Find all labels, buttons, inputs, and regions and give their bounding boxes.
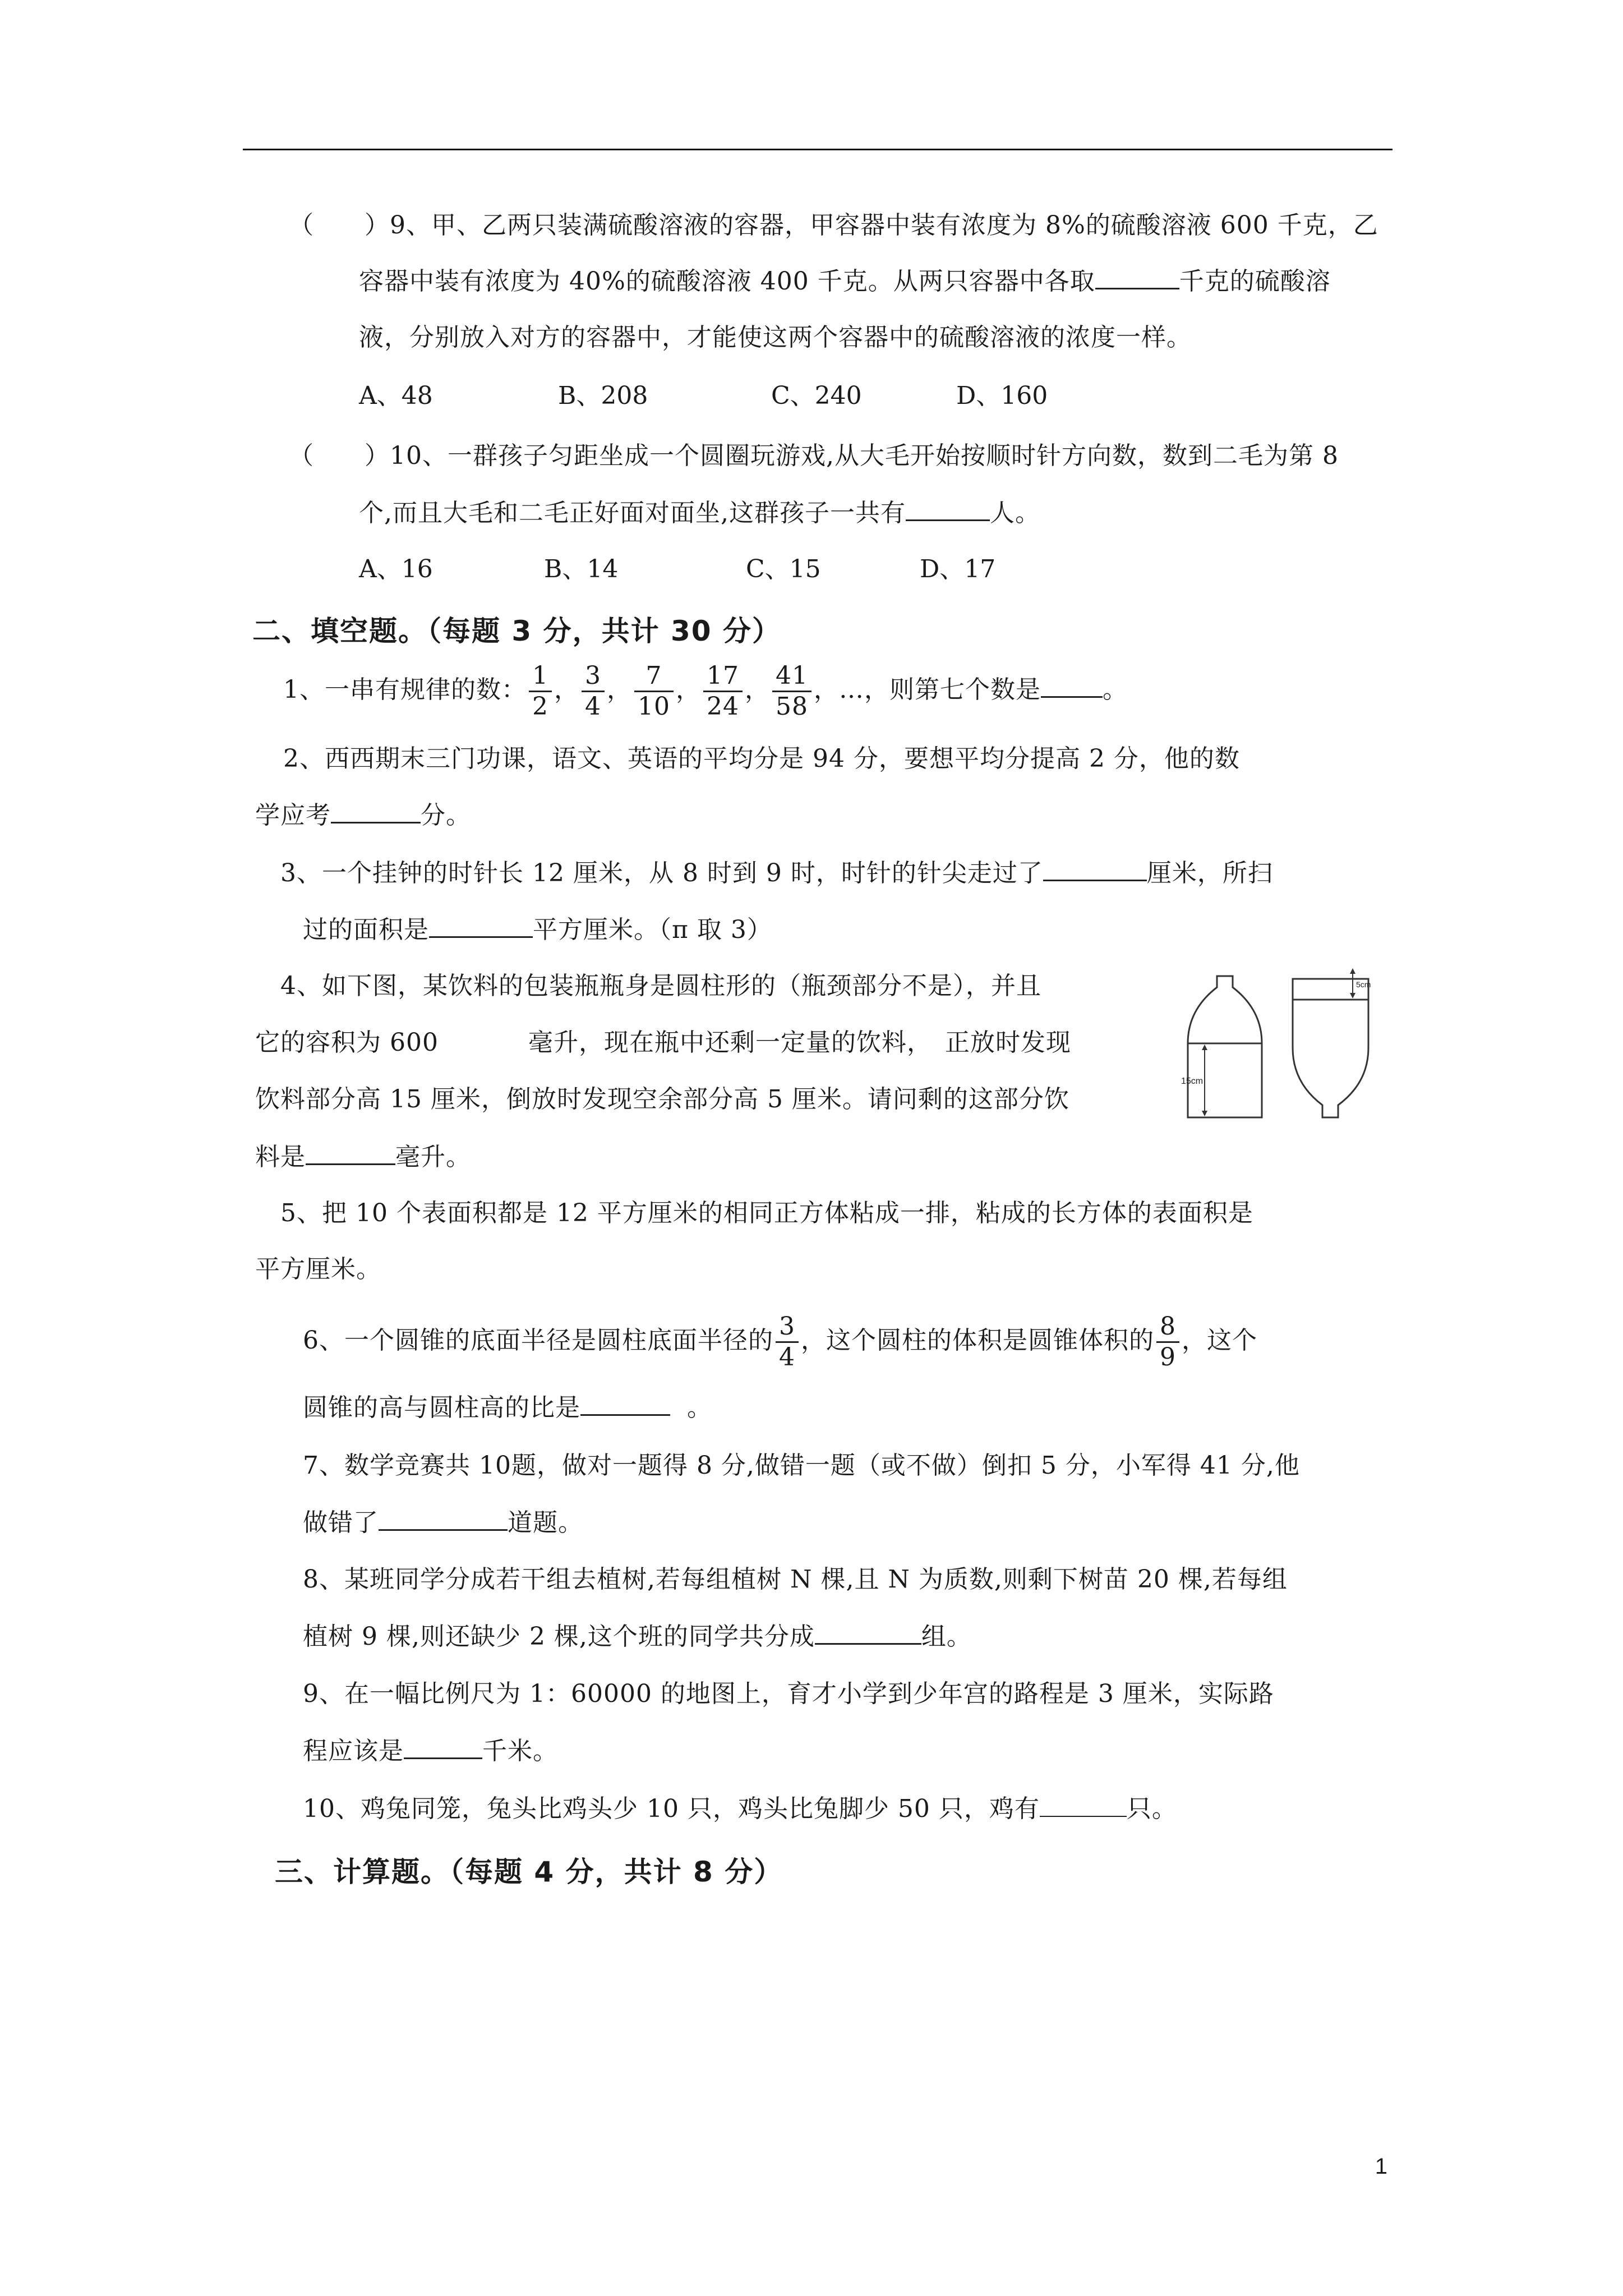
fill-q3-line2: 过的面积是 平方厘米。（π 取 3） [303,913,772,947]
answer-blank [1043,857,1147,881]
fill-q9-line2: 程应该是 千米。 [303,1734,558,1768]
answer-blank [580,1392,670,1416]
fraction: $\frac{3}{4}$ [776,1312,799,1372]
answer-blank [906,497,990,521]
q9-option-c: C、240 [771,381,862,410]
answer-blank [815,1621,921,1645]
fill-q1-text: 1、一串有规律的数： [283,675,527,704]
q9-option-a: A、48 [359,381,433,410]
answer-blank [1095,265,1179,289]
q10-option-b: B、14 [544,555,619,583]
answer-blank [306,1141,395,1165]
fill-q5-line2: 平方厘米。 [255,1255,381,1283]
q10-line2 [359,496,1040,530]
fill-q2-line2: 学应考 分。 [255,799,471,832]
fill-q6-line2: 圆锥的高与圆柱高的比是 。 [303,1391,712,1425]
answer-blank [331,799,421,823]
page-number: 1 [1375,2154,1387,2179]
q10-option-a: A、16 [359,555,433,583]
fill-q3-line1: 3、一个挂钟的时针长 12 厘米，从 8 时到 9 时，时针的针尖走过了 厘米，所扫 [280,857,1273,890]
q10-option-d: D、17 [920,555,996,583]
q10-option-c: C、15 [746,555,821,583]
bottle-diagram [1178,965,1391,1133]
fill-q4-line3: 饮料部分高 15 厘米，倒放时发现空余部分高 5 厘米。请问剩的这部分饮 [255,1085,1069,1114]
q10-options [359,553,1144,586]
q9-line2-text: 容器中装有浓度为 40%的硫酸溶液 400 千克。从两只容器中各取 [359,267,1095,296]
fill-q7-line2: 做错了 道题。 [303,1506,583,1540]
fraction: $\frac{1}{2}$ [529,661,552,721]
q9-line1: （ ）9、甲、乙两只装满硫酸溶液的容器，甲容器中装有浓度为 8%的硫酸溶液 600 千克，乙 [289,211,1378,240]
fraction: $\frac{8}{9}$ [1156,1312,1179,1372]
fraction: $\frac{17}{24}$ [703,661,743,721]
fraction: $\frac{3}{4}$ [582,661,605,721]
fill-q4-line2: 它的容积为 600 毫升，现在瓶中还剩一定量的饮料， 正放时发现 [255,1028,1071,1057]
fraction: $\frac{7}{10}$ [634,661,674,721]
q10-line2-tail: 人。 [989,499,1040,527]
fill-q1-tail: …，则第七个数是 [839,675,1041,704]
fraction: $\frac{41}{58}$ [772,661,811,721]
fill-q8-line2: 植树 9 棵,则还缺少 2 棵,这个班的同学共分成 组。 [303,1620,972,1654]
fill-q8-line1: 8、某班同学分成若干组去植树,若每组植树 N 棵,且 N 为质数,则剩下树苗 20 棵,若每组 [303,1565,1288,1594]
header-rule [243,149,1393,150]
section-3-heading: 三、计算题。（每题 4 分，共计 8 分） [275,1856,783,1888]
upright-bottle [1188,976,1262,1117]
fill-q2-line1: 2、西西期末三门功课，语文、英语的平均分是 94 分，要想平均分提高 2 分，他的数 [283,744,1240,773]
fill-q4-line4: 料是 毫升。 [255,1140,471,1174]
q9-option-b: B、208 [558,381,648,410]
section-2-heading: 二、填空题。（每题 3 分，共计 30 分） [252,615,781,647]
answer-blank [404,1735,482,1759]
fill-q5-line1: 5、把 10 个表面积都是 12 平方厘米的相同正方体粘成一排，粘成的长方体的表面积是 [280,1199,1253,1227]
fill-q9-line1: 9、在一幅比例尺为 1：60000 的地图上，育才小学到少年宫的路程是 3 厘米，实际路 [303,1680,1274,1708]
fill-q4-line1: 4、如下图，某饮料的包装瓶瓶身是圆柱形的（瓶颈部分不是），并且 [280,972,1041,1000]
q9-option-d: D、160 [956,381,1048,410]
q10-line2-text: 个,而且大毛和二毛正好面对面坐,这群孩子一共有 [359,499,906,527]
answer-blank [1040,1793,1127,1817]
q10-line1: （ ）10、一群孩子匀距坐成一个圆圈玩游戏,从大毛开始按顺时针方向数，数到二毛为第 8 [289,441,1339,470]
q9-line2 [359,265,1331,298]
q9-options [359,379,1144,413]
answer-blank [1041,674,1103,698]
fill-q10: 10、鸡兔同笼，兔头比鸡头少 10 只，鸡头比兔脚少 50 只，鸡有 只。 [303,1795,1177,1823]
label-15cm: 15cm [1181,1076,1204,1086]
answer-blank [429,914,533,938]
answer-blank [379,1507,508,1531]
fill-q7-line1: 7、数学竞赛共 10题，做对一题得 8 分,做错一题（或不做）倒扣 5 分，小军得 41 分,他 [303,1451,1300,1480]
q9-line3: 液，分别放入对方的容器中，才能使这两个容器中的硫酸溶液的浓度一样。 [359,323,1192,352]
fill-q6-line1: 6、一个圆锥的底面半径是圆柱底面半径的 $\frac{3}{4}$ ，这个圆柱的体积是圆锥体积的 $\frac{8}{9}$ ，这个 [303,1312,1257,1372]
fill-q1: 1、一串有规律的数： $\frac{1}{2}$ ， $\frac{3}{4}$ ， $\frac{7}{10}$ ， $\frac{17}{24}$ ， $\frac{41}{58}$ ，…，则第七个数是 。 [283,661,1128,721]
label-5cm: 5cm [1356,980,1371,989]
q9-line2-tail: 千克的硫酸溶 [1179,267,1331,296]
